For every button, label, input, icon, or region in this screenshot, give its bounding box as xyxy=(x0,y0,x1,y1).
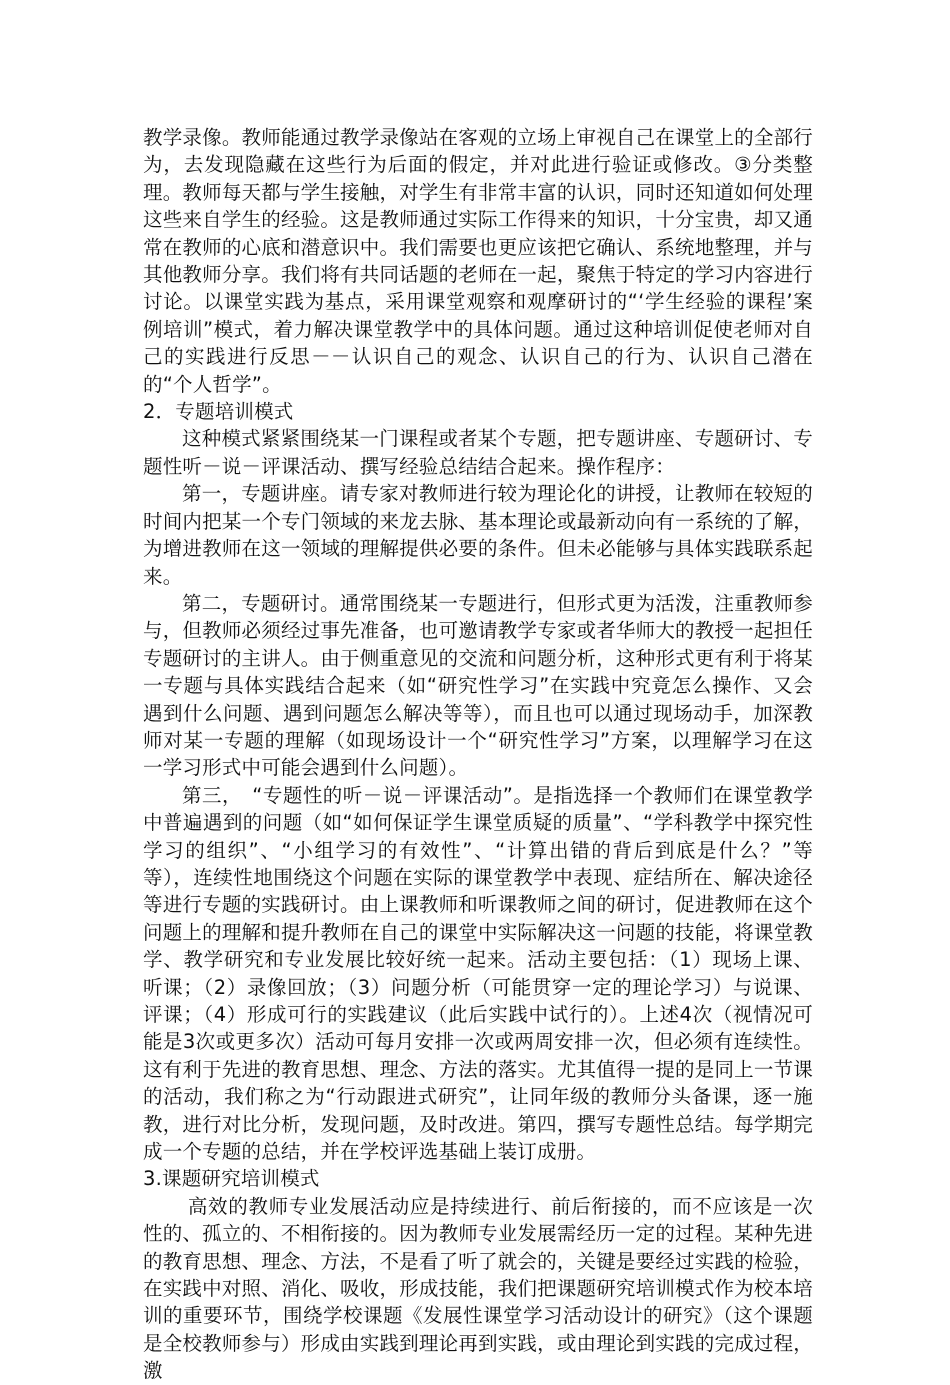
section-heading-topic-training: 2．专题培训模式 xyxy=(143,400,294,424)
document-body xyxy=(143,124,813,1385)
paragraph-second-seminar: 第二，专题研讨。通常围绕某一专题进行，但形式更为活泼，注重教师参与，但教师必须经过事先准备，也可邀请教学专家或者华师大的教授一起担任专题研讨的主讲人。由于侧重意见的交流和问题分析，这种形式更有利于将某一专题与具体实践结合起来（如“研究性学习”在实践中究竟怎么操作、又会遇到什么问题、遇到问题怎么解决等等），而且也可以通过现场动手，加深教师对某一专题的理解（如现场设计一个“研究性学习”方案，以理解学习在这一学习形式中可能会遇到什么问题）。 xyxy=(143,591,813,780)
paragraph-first-lecture: 第一，专题讲座。请专家对教师进行较为理论化的讲授，让教师在较短的时间内把某一个专门领域的来龙去脉、基本理论或最新动向有一系统的了解，为增进教师在这一领域的理解提供必要的条件。但未必能够与具体实践联系起来。 xyxy=(143,482,813,588)
paragraph-research-mode-intro: 高效的教师专业发展活动应是持续进行、前后衔接的，而不应该是一次性的、孤立的、不相衔接的。因为教师专业发展需经历一定的过程。某种先进的教育思想、理念、方法，不是看了听了就会的，关键是要经过实践的检验，在实践中对照、消化、吸收，形成技能，我们把课题研究培训模式作为校本培训的重要环节，围绕学校课题《发展性课堂学习活动设计的研究》（这个课题是全校教师参与）形成由实践到理论再到实践，或由理论到实践的完成过程，激 xyxy=(143,1194,813,1383)
paragraph-topic-mode-intro: 这种模式紧紧围绕某一门课程或者某个专题，把专题讲座、专题研讨、专题性听－说－评课活动、撰写经验总结结合起来。操作程序： xyxy=(143,427,813,478)
paragraph-third-lesson-activity: 第三， “专题性的听－说－评课活动”。是指选择一个教师们在课堂教学中普遍遇到的问题（如“如何保证学生课堂质疑的质量”、“学科教学中探究性学习的组织”、“小组学习的有效性”、“计算出错的背后到底是什么？”等等），连续性地围绕这个问题在实际的课堂教学中表现、症结所在、解决途径等进行专题的实践研讨。由上课教师和听课教师之间的研讨，促进教师在这个问题上的理解和提升教师在自己的课堂中实际解决这一问题的技能，将课堂教学、教学研究和专业发展比较好统一起来。活动主要包括：（1）现场上课、听课；（2）录像回放；（3）问题分析（可能贯穿一定的理论学习）与说课、评课；（4）形成可行的实践建议（此后实践中试行的）。上述4次（视情况可能是3次或更多次）活动可每月安排一次或两周安排一次，但必须有连续性。这有利于先进的教育思想、理念、方法的落实。尤其值得一提的是同上一节课的活动，我们称之为“行动跟进式研究”，让同年级的教师分头备课，逐一施教，进行对比分析，发现问题，及时改进。第四，撰写专题性总结。每学期完成一个专题的总结，并在学校评选基础上装订成册。 xyxy=(143,783,813,1164)
section-heading-research-training: 3.课题研究培训模式 xyxy=(143,1167,320,1191)
paragraph-teaching-video: 教学录像。教师能通过教学录像站在客观的立场上审视自己在课堂上的全部行为，去发现隐藏在这些行为后面的假定，并对此进行验证或修改。③分类整理。教师每天都与学生接触，对学生有非常丰富的认识，同时还知道如何处理这些来自学生的经验。这是教师通过实际工作得来的知识，十分宝贵，却又通常在教师的心底和潜意识中。我们需要也更应该把它确认、系统地整理，并与其他教师分享。我们将有共同话题的老师在一起，聚焦于特定的学习内容进行讨论。以课堂实践为基点，采用课堂观察和观摩研讨的“‘学生经验的课程’案例培训”模式，着力解决课堂教学中的具体问题。通过这种培训促使老师对自己的实践进行反思－－认识自己的观念、认识自己的行为、认识自己潜在的“个人哲学”。 xyxy=(143,126,813,396)
